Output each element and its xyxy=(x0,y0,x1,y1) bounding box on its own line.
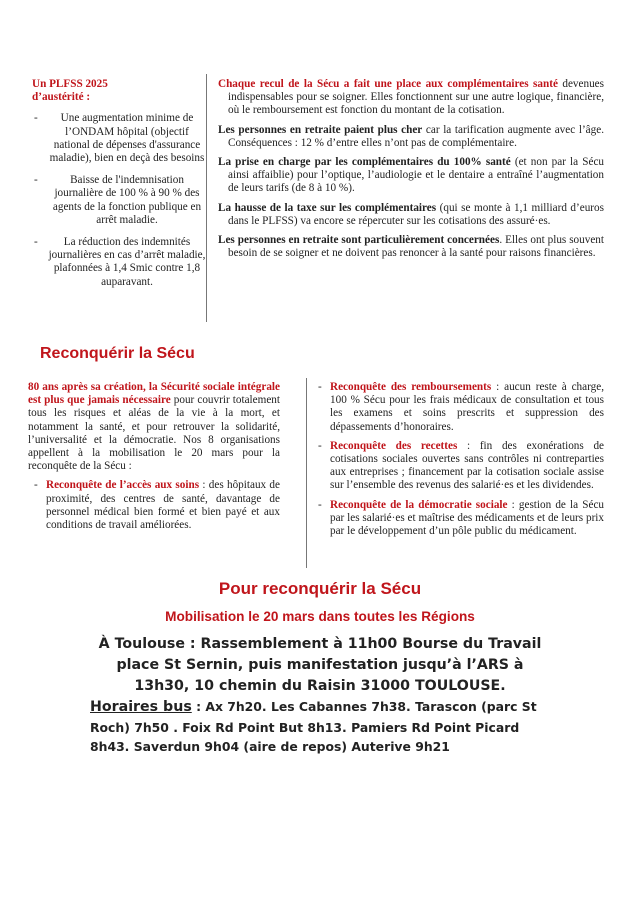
event-info xyxy=(90,634,550,757)
paragraph xyxy=(218,156,604,196)
list-item-lead: Reconquête des recettes xyxy=(330,439,458,452)
dash-bullet: - xyxy=(318,381,322,393)
plfss-heading-line2: d’austérité : xyxy=(32,91,91,104)
paragraph-lead: La hausse de la taxe sur les complémentaires xyxy=(218,201,437,214)
list-item xyxy=(28,174,208,227)
list-item xyxy=(316,381,604,434)
dash-bullet: - xyxy=(34,112,38,125)
dash-bullet: - xyxy=(34,236,38,249)
paragraph-text: (et non par la Sécu ainsi affaiblie) pour l’optique, l’audiologie et le dentaire a entraîné l’augmentation de leurs tarifs (de 8 à 10 %). xyxy=(228,156,605,195)
reconquete-intro-column xyxy=(28,381,280,532)
list-item-lead: Reconquête des remboursements xyxy=(330,381,492,393)
intro-text: pour couvrir totalement tous les risques et aléas de la vie à la mort, et notamment la santé, et pour retrouver la solidarité, l’universalité et la démocratie. Nos 8 organisations appellent à la mobilisation le 20 mars pour la reconquête de la Sécu : xyxy=(28,394,280,473)
paragraph xyxy=(218,78,604,118)
column-divider xyxy=(206,74,207,322)
list-item-text: : fin des exonérations de cotisations sociales ouvertes sans contrôles ni contreparties aux entreprises ; financement par la cotisation sociale assise sur l’ensemble des revenus des salarié·es et les dividendes. xyxy=(330,439,604,492)
intro-paragraph xyxy=(28,381,280,473)
plfss-heading xyxy=(28,78,208,104)
mobilisation-subtitle: Mobilisation le 20 mars dans toutes les Régions xyxy=(165,609,475,624)
list-item-text: Baisse de l'indemnisation journalière de 100 % à 90 % des agents de la fonction publique en arrêt maladie. xyxy=(52,174,202,226)
list-item-lead: Reconquête de la démocratie sociale xyxy=(330,498,508,511)
list-item xyxy=(28,236,208,289)
list-item-text: : des hôpitaux de proximité, des centres de santé, davantage de personnel médical bien formé et bien payé et aux conditions de travail améliorées. xyxy=(46,479,280,532)
list-item-text: : gestion de la Sécu par les salarié·es et maîtrise des médicaments et de leurs prix par le développement d’un pôle public du médicament. xyxy=(330,498,604,538)
list-item xyxy=(28,112,208,165)
paragraph-text: car la tarification augmente avec l’âge. Conséquences : 12 % d’entre elles n’ont pas de complémentaire. xyxy=(228,123,604,149)
plfss-column xyxy=(28,78,208,298)
paragraph-text: devenues indispensables pour se soigner. Elles fonctionnent sur une autre logique, financière, où le remboursement est fonction du montant de la cotisation. xyxy=(228,78,604,117)
list-item xyxy=(316,440,604,493)
section-heading: Reconquérir la Sécu xyxy=(40,345,195,362)
reconquete-list-column xyxy=(316,381,604,544)
intro-lead: 80 ans après sa création, la Sécurité sociale intégrale est plus que jamais nécessaire xyxy=(28,381,280,407)
paragraph-text: . Elles ont plus souvent besoin de se soigner et ne doivent pas renoncer à la santé pour raisons financières. xyxy=(228,234,605,260)
paragraph-lead: Chaque recul de la Sécu a fait une place aux complémentaires santé xyxy=(218,78,558,90)
paragraph-lead: Les personnes en retraite sont particulièrement concernées xyxy=(218,234,500,247)
list-item-text: : aucun reste à charge, 100 % Sécu pour les frais médicaux de consultation et tous les examens et soins prescrits et suppression des dépassements d’honoraires. xyxy=(330,381,604,433)
paragraph xyxy=(218,234,604,260)
paragraph-lead: La prise en charge par les complémentaires du 100% santé xyxy=(218,156,511,169)
list-item xyxy=(28,479,280,532)
call-to-action-title: Pour reconquérir la Sécu xyxy=(218,579,422,598)
paragraph-text: (qui se monte à 1,1 milliard d’euros dans le PLFSS) va encore se répercuter sur les cotisations des assuré·es. xyxy=(228,201,604,227)
event-details: À Toulouse : Rassemblement à 11h00 Bourse du Travail place St Sernin, puis manifestation jusqu’à l’ARS à 13h30, 10 chemin du Raisin 31000 TOULOUSE. xyxy=(98,636,542,694)
list-item-text: La réduction des indemnités journalières en cas d’arrêt maladie, plafonnées à 1,4 Smic contre 1,8 auparavant. xyxy=(48,236,206,288)
paragraph-lead: Les personnes en retraite paient plus cher xyxy=(218,123,423,136)
list-item xyxy=(316,499,604,539)
complementaires-column xyxy=(218,78,604,266)
column-divider xyxy=(306,378,307,568)
bus-schedule-label: Horaires bus xyxy=(90,699,192,715)
dash-bullet: - xyxy=(34,479,38,492)
paragraph xyxy=(218,202,604,228)
bus-schedule-text: : Ax 7h20. Les Cabannes 7h38. Tarascon (parc St Roch) 7h50 . Foix Rd Point But 8h13. Pamiers Rd Point Picard 8h43. Saverdun 9h04 (aire de repos) Auterive 9h21 xyxy=(90,699,537,754)
dash-bullet: - xyxy=(318,439,322,452)
paragraph xyxy=(218,124,604,150)
list-item-text: Une augmentation minime de l’ONDAM hôpital (objectif national de dépenses d'assurance maladie), bien en deçà des besoins xyxy=(49,112,205,165)
dash-bullet: - xyxy=(34,174,38,187)
list-item-lead: Reconquête de l’accès aux soins xyxy=(46,479,200,492)
plfss-heading-line1: Un PLFSS 2025 xyxy=(32,78,108,90)
dash-bullet: - xyxy=(318,498,322,511)
bus-schedule xyxy=(90,697,550,757)
